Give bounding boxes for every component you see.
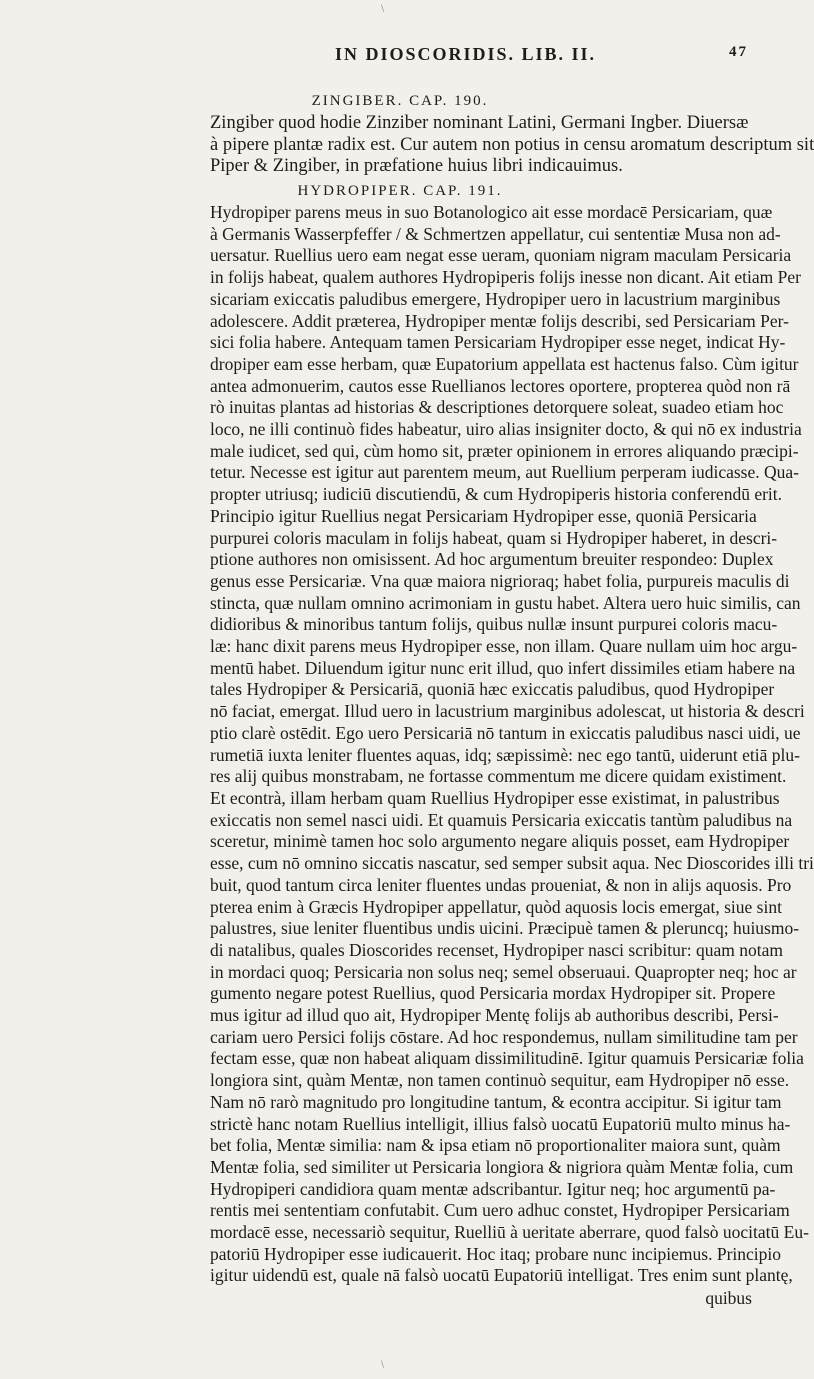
text-line: mus igitur ad illud quo ait, Hydropiper Mentę folijs ab authoribus describi, Persi- <box>210 1005 779 1026</box>
text-line: mordacē esse, necessariò sequitur, Ruelliū à ueritate aberrare, quod falsò uocitatū Eu- <box>210 1222 809 1243</box>
text-line: ptione authores non omisissent. Ad hoc argumentum breuiter respondeo: Duplex <box>210 549 774 570</box>
text-line: buit, quod tantum circa leniter fluentes undas proueniat, & non in alijs aquosis. Pro <box>210 874 792 895</box>
text-line: ptio clarè ostēdit. Ego uero Persicariā nō tantum in exiccatis paludibus nasci uidi, ue <box>210 722 801 743</box>
text-line: bet folia, Mentæ similia: nam & ipsa etiam nō proportionaliter maiora sunt, quàm <box>210 1135 781 1156</box>
text-line: pterea enim à Græcis Hydropiper appellatur, quòd aquosis locis emergat, siue sint <box>210 896 782 917</box>
text-line: tetur. Necesse est igitur aut parentem meum, aut Ruellium perperam iudicasse. Qua- <box>210 462 799 483</box>
paragraph-hydropiper <box>210 202 814 1287</box>
text-line: genus esse Persicariæ. Vna quæ maiora nigrioraq; habet folia, purpureis maculis di <box>210 570 790 591</box>
text-line: adolescere. Addit præterea, Hydropiper mentæ folijs describi, sed Persicariam Per- <box>210 310 789 331</box>
text-line: rumetiā iuxta leniter fluentes aquas, idq; sæpissimè: nec ego tantū, uiderunt etiā plu- <box>210 744 800 765</box>
text-line: cariam uero Persici folijs cōstare. Ad hoc respondemus, nullam similitudine tam per <box>210 1026 798 1047</box>
text-line: uersatur. Ruellius uero eam negat esse ueram, quoniam nigram maculam Persicaria <box>210 245 792 266</box>
text-line: palustres, siue leniter fluentibus undis uicini. Præcipuè tamen & pleruncq; huiusmo- <box>210 918 800 939</box>
top-margin-mark: \ <box>381 4 385 14</box>
running-head <box>183 44 748 70</box>
text-line: mentū habet. Diluendum igitur nunc erit illud, quo infert dissimiles etiam habere na <box>210 657 796 678</box>
text-line: Nam nō rarò magnitudo pro longitudine tantum, & econtra accipitur. Si igitur tam <box>210 1091 782 1112</box>
text-line: Hydropiperi candidiora quam mentæ adscribantur. Igitur neq; hoc argumentū pa- <box>210 1178 776 1199</box>
text-line: Hydropiper parens meus in suo Botanologico ait esse mordacē Persicariam, quæ <box>210 202 773 222</box>
text-line: læ: hanc dixit parens meus Hydropiper esse, non illam. Quare nullam uim hoc argu- <box>210 636 798 657</box>
text-line: nō faciat, emergat. Illud uero in lacustrium marginibus adolescat, ut historia & descri <box>210 701 805 722</box>
text-line: strictè hanc notam Ruellius intelligit, illius falsò uocatū Eupatoriū multo minus ha- <box>210 1113 791 1134</box>
text-line: Mentæ folia, sed similiter ut Persicaria longiora & nigriora quàm Mentæ folia, cum <box>210 1156 794 1177</box>
text-line: rentis mei sententiam confutabit. Cum uero adhuc constet, Hydropiper Persicariam <box>210 1200 790 1221</box>
text-line: propter utriusq; iudiciū discutiendū, & cum Hydropiperis historia conferendū erit. <box>210 484 783 505</box>
text-line: Zingiber quod hodie Zinziber nominant Latini, Germani Ingber. Diuersæ <box>210 113 749 133</box>
bottom-margin-mark: \ <box>381 1360 385 1370</box>
text-line: patoriū Hydropiper esse iudicauerit. Hoc itaq; probare nunc incipiemus. Principio <box>210 1243 782 1264</box>
text-line: Piper & Zingiber, in præfatione huius libri indicauimus. <box>210 156 623 177</box>
text-line: igitur uidendū est, quale nā falsò uocatū Eupatoriū intelligat. Tres enim sunt plantę, <box>210 1265 793 1286</box>
text-line: gumento negare potest Ruellius, quod Persicaria mordax Hydropiper sit. Propere <box>210 983 776 1004</box>
running-head-title: IN DIOSCORIDIS. LIB. II. <box>334 44 597 64</box>
chapter-heading-hydropiper: HYDROPIPER. CAP. 191. <box>297 183 503 199</box>
catchword: quibus <box>705 1288 752 1308</box>
text-line: in mordaci quoq; Persicaria non solus neq; semel obseruaui. Quapropter neq; hoc ar <box>210 961 797 982</box>
text-line: di natalibus, quales Dioscorides recenset, Hydropiper nasci scribitur: quam notam <box>210 939 783 960</box>
text-line: antea admonuerim, cautos esse Ruellianos lectores oportere, propterea quòd non rā <box>210 375 791 396</box>
paragraph-zingiber <box>210 113 814 178</box>
text-line: sicariam exiccatis paludibus emergere, Hydropiper uero in lacustrium marginibus <box>210 288 781 309</box>
text-line: in folijs habeat, qualem authores Hydropiperis folijs inesse non dicant. Ait etiam Per <box>210 267 801 288</box>
text-line: male iudicet, sed qui, cùm homo sit, præter opinionem in errores aliquando præcipi- <box>210 440 799 461</box>
text-line: exiccatis non semel nasci uidi. Et quamuis Persicaria exiccatis tantùm paludibus na <box>210 809 793 830</box>
text-line: rò inuitas plantas ad historias & descriptiones detorquere soleat, suadeo etiam hoc <box>210 397 784 418</box>
chapter-heading-zingiber: ZINGIBER. CAP. 190. <box>311 93 489 109</box>
text-line: sici folia habere. Antequam tamen Persicariam Hydropiper esse neget, indicat Hy- <box>210 332 786 353</box>
text-line: didioribus & minoribus tantum folijs, quibus nullæ insunt purpurei coloris macu- <box>210 614 778 635</box>
text-line: esse, cum nō omnino siccatis nascatur, sed semper subsit aqua. Nec Dioscorides illi tri <box>210 853 814 874</box>
text-line: dropiper eam esse herbam, quæ Eupatorium appellata est hactenus falso. Cùm igitur <box>210 353 799 374</box>
text-line: loco, ne illi continuò fides habeatur, uiro alias insigniter docto, & qui nō ex industria <box>210 419 802 440</box>
text-line: à pipere plantæ radix est. Cur autem non potius in censu aromatum descriptum sit <box>210 134 814 155</box>
text-line: longiora sint, quàm Mentæ, non tamen continuò sequitur, eam Hydropiper nō esse. <box>210 1070 790 1091</box>
text-line: purpurei coloris maculam in folijs habeat, quam si Hydropiper haberet, in descri- <box>210 527 778 548</box>
text-line: stincta, quæ nullam omnino acrimoniam in gustu habet. Altera uero huic similis, can <box>210 592 801 613</box>
text-line: fectam esse, quæ non habeat aliquam dissimilitudinē. Igitur quamuis Persicariæ folia <box>210 1048 804 1069</box>
page-number: 47 <box>729 44 748 60</box>
text-line: sceretur, minimè tamen hoc solo argumento negare aliquis posset, eam Hydropiper <box>210 831 790 852</box>
text-line: res alij quibus monstrabam, ne fortasse commentum me dicere quidam existiment. <box>210 766 787 787</box>
text-line: Principio igitur Ruellius negat Persicariam Hydropiper esse, quoniā Persicaria <box>210 505 757 526</box>
text-line: tales Hydropiper & Persicariā, quoniā hæc exiccatis paludibus, quod Hydropiper <box>210 679 775 700</box>
text-line: Et econtrà, illam herbam quam Ruellius Hydropiper esse existimat, in palustribus <box>210 787 780 808</box>
text-line: à Germanis Wasserpfeffer / & Schmertzen appellatur, cui sententiæ Musa non ad- <box>210 223 781 244</box>
